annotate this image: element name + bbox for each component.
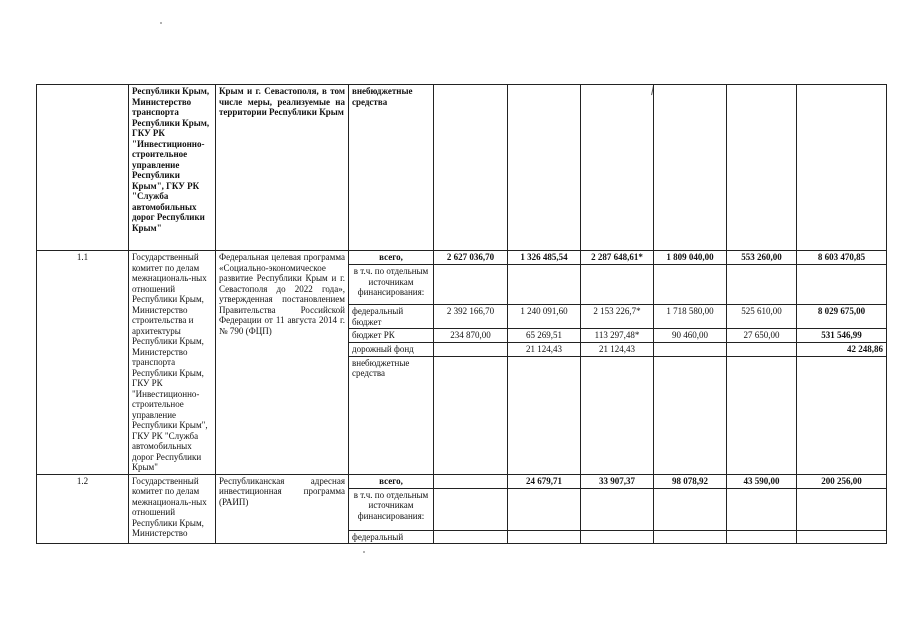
amount-cell: 24 679,71 [508, 474, 581, 488]
amount-cell [727, 343, 797, 357]
row-number-cell: 1.2 [37, 474, 129, 544]
amount-cell: 21 124,43 [581, 343, 654, 357]
amount-cell: 98 078,92 [654, 474, 727, 488]
amount-cell: 2 153 226,7* [581, 305, 654, 329]
amount-cell: 2 287 648,61* [581, 251, 654, 265]
amount-cell: 90 460,00 [654, 329, 727, 343]
amount-cell: 234 870,00 [434, 329, 508, 343]
funding-source-cell: федеральный [349, 530, 434, 544]
amount-cell: 553 260,00 [727, 251, 797, 265]
total-cell: 8 029 675,00 [797, 305, 887, 329]
funding-source-cell: в т.ч. по отдельным источникам финансирования: [349, 265, 434, 305]
total-cell: 8 603 470,85 [797, 251, 887, 265]
responsible-org-cell: Республики Крым, Министерство транспорта Республики Крым, ГКУ РК "Инвестиционно-строительное управление Республики Крым", ГКУ РК "Служба автомобильных дорог Республики Крым" [129, 85, 216, 251]
scan-speck [363, 551, 365, 553]
funding-source-cell: бюджет РК [349, 329, 434, 343]
amount-cell: 1 240 091,60 [508, 305, 581, 329]
responsible-org-cell: Государственный комитет по делам межнациональ-ных отношений Республики Крым, Министерство [129, 474, 216, 544]
row-number-cell [37, 85, 129, 251]
amount-cell: 33 907,37 [581, 474, 654, 488]
program-cell: Республиканская адресная инвестиционная программа (РАИП) [216, 474, 349, 544]
amount-cell: 27 650,00 [727, 329, 797, 343]
amount-cell [434, 474, 508, 488]
program-cell: Федеральная целевая программа «Социально-экономическое развитие Республики Крым и г. Севастополя до 2022 года», утвержденная постановлением Правительства Российской Федерации от 11 августа 2014 г. № 790 (ФЦП) [216, 251, 349, 475]
funding-source-cell: внебюджетные средства [349, 356, 434, 474]
total-cell: 200 256,00 [797, 474, 887, 488]
amount-cell: 1 326 485,54 [508, 251, 581, 265]
amount-cell: 21 124,43 [508, 343, 581, 357]
amount-cell: 2 627 036,70 [434, 251, 508, 265]
amount-cell: 43 590,00 [727, 474, 797, 488]
table-row [37, 474, 887, 488]
scan-speck [160, 22, 162, 24]
funding-source-cell: федеральный бюджет [349, 305, 434, 329]
amount-cell: 1 718 580,00 [654, 305, 727, 329]
funding-source-cell: всего, [349, 251, 434, 265]
total-cell: 42 248,86 [797, 343, 887, 357]
table-row [37, 251, 887, 265]
amount-cell: 1 809 040,00 [654, 251, 727, 265]
amount-cell: 113 297,48* [581, 329, 654, 343]
amount-cell: 65 269,51 [508, 329, 581, 343]
financing-table [36, 84, 887, 544]
table-row [37, 85, 887, 251]
amount-cell [434, 343, 508, 357]
funding-source-cell: дорожный фонд [349, 343, 434, 357]
amount-cell: 525 610,00 [727, 305, 797, 329]
program-cell: Крым и г. Севастополя, в том числе меры, реализуемые на территории Республики Крым [216, 85, 349, 251]
total-cell: 531 546,99 [797, 329, 887, 343]
responsible-org-cell: Государственный комитет по делам межнациональ-ных отношений Республики Крым, Министерство строительства и архитектуры Республики Крым, Министерство транспорта Республики Крым, ГКУ РК "Инвестиционно-строительное управление Республики Крым", ГКУ РК "Служба автомобильных дорог Республики Крым" [129, 251, 216, 475]
amount-cell: 2 392 166,70 [434, 305, 508, 329]
funding-source-cell: в т.ч. по отдельным источникам финансирования: [349, 488, 434, 530]
funding-source-cell: внебюджетные средства [349, 85, 434, 251]
amount-cell [654, 343, 727, 357]
row-number-cell: 1.1 [37, 251, 129, 475]
funding-source-cell: всего, [349, 474, 434, 488]
